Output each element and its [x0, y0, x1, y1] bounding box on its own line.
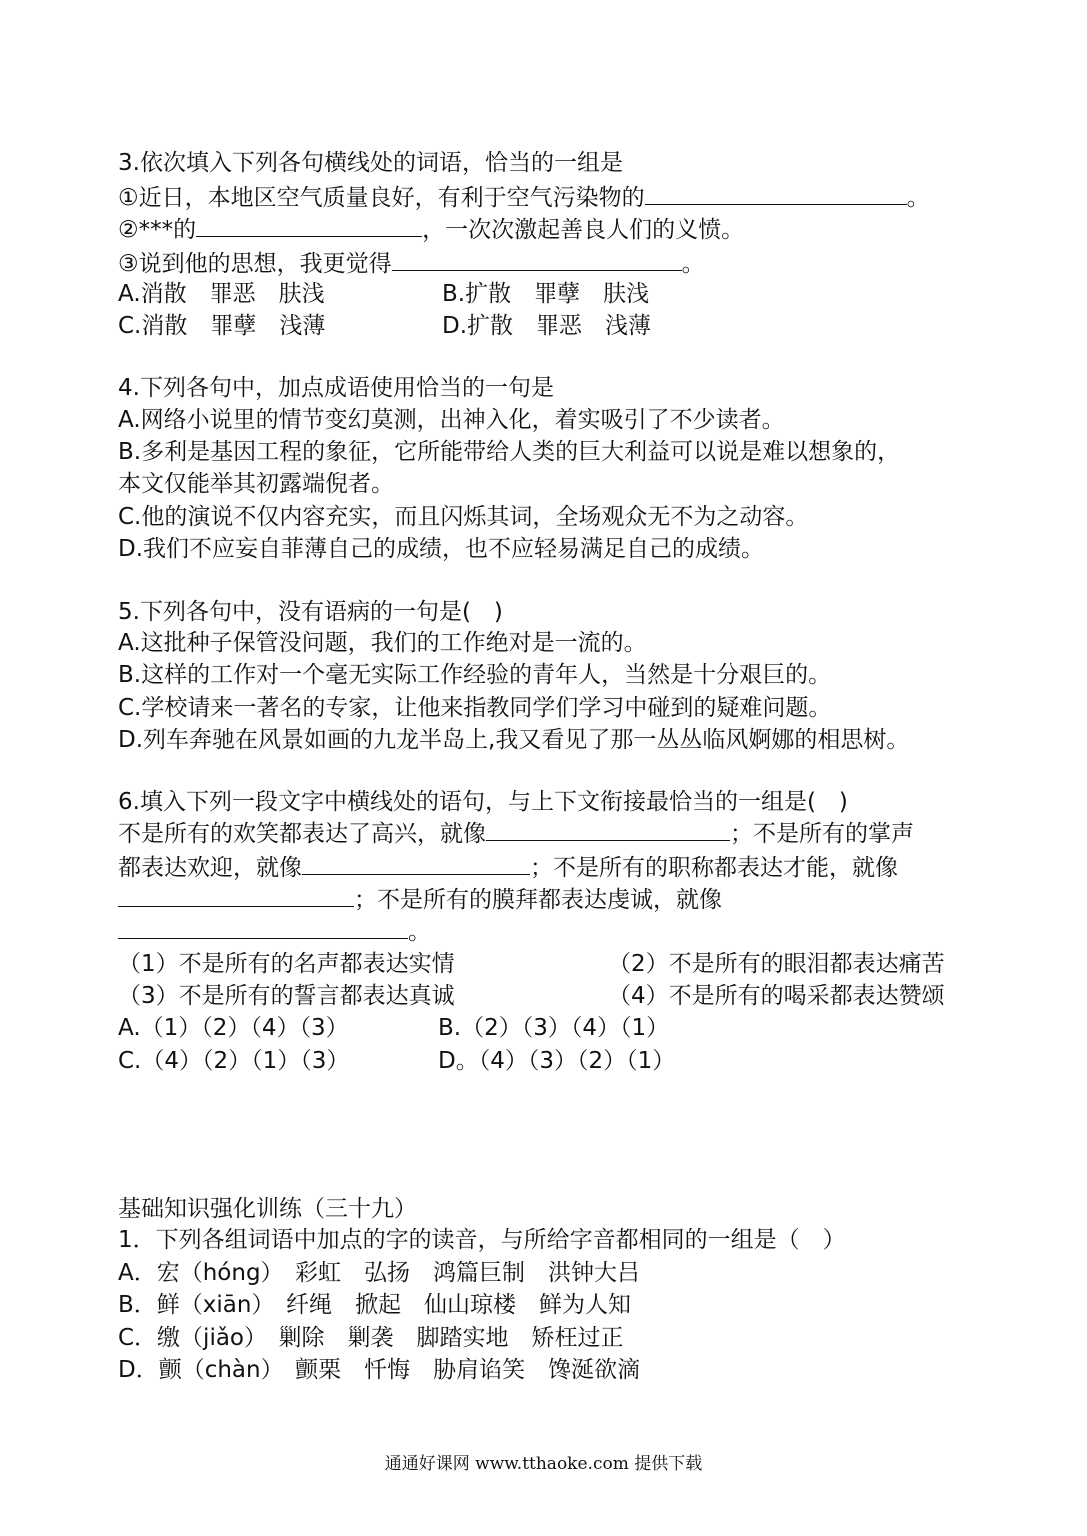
- q5-stem: 5.下列各句中，没有语病的一句是( ): [118, 599, 503, 625]
- q3-option-d: D.扩散 罪恶 浅薄: [442, 313, 652, 339]
- q6-blank-2: [302, 852, 530, 875]
- q3-sentence-1: [118, 182, 930, 212]
- q6-item-3: （3）不是所有的誓言都表达真诚: [118, 983, 455, 1009]
- q6-item-4: （4）不是所有的喝采都表达赞颂: [608, 983, 945, 1009]
- q6-blank-3: [118, 884, 354, 907]
- q3-s1-post: 。: [906, 185, 930, 211]
- q6-passage-line-3: [118, 884, 722, 914]
- s39-q1-option-a: A．宏（hóng） 彩虹 弘扬 鸿篇巨制 洪钟大吕: [118, 1260, 641, 1286]
- q4-option-b-line-1: B.多利是基因工程的象征，它所能带给人类的巨大利益可以说是难以想象的，: [118, 439, 901, 465]
- q6-blank-1: [486, 818, 730, 841]
- q6-passage-line-2: [118, 852, 898, 882]
- q3-blank-2: [196, 214, 422, 237]
- q6-option-c: C.（4）（2）（1）（3）: [118, 1048, 350, 1074]
- q5-option-b: B.这样的工作对一个毫无实际工作经验的青年人，当然是十分艰巨的。: [118, 662, 832, 688]
- q3-option-c: C.消散 罪孽 浅薄: [118, 313, 326, 339]
- q5-option-c: C.学校请来一著名的专家，让他来指教同学们学习中碰到的疑难问题。: [118, 695, 832, 721]
- q3-s2-post: ，一次次激起善良人们的义愤。: [422, 217, 745, 243]
- q3-s1-pre: ①近日，本地区空气质量良好，有利于空气污染物的: [118, 185, 645, 211]
- q3-s3-pre: ③说到他的思想，我更觉得: [118, 251, 392, 277]
- q6-p2-pre: 都表达欢迎，就像: [118, 855, 302, 881]
- q6-p4-post: 。: [408, 919, 431, 945]
- q4-option-a: A.网络小说里的情节变幻莫测，出神入化，着实吸引了不少读者。: [118, 407, 785, 433]
- q6-options-row-2: [118, 1046, 676, 1076]
- q3-option-a: A.消散 罪恶 肤浅: [118, 281, 325, 307]
- q6-item-1: （1）不是所有的名声都表达实情: [118, 951, 455, 977]
- s39-q1-stem: 1．下列各组词语中加点的字的读音，与所给字音都相同的一组是（ ）: [118, 1227, 846, 1253]
- q6-option-d: D。（4）（3）（2）（1）: [438, 1048, 676, 1074]
- q6-option-a: A.（1）（2）（4）（3）: [118, 1015, 349, 1041]
- q6-stem: 6.填入下列一段文字中横线处的语句，与上下文衔接最恰当的一组是( ): [118, 789, 848, 815]
- q4-stem: 4.下列各句中，加点成语使用恰当的一句是: [118, 375, 554, 401]
- section-title: 基础知识强化训练（三十九）: [118, 1196, 417, 1222]
- q6-option-b: B.（2）（3）（4）（1）: [438, 1015, 670, 1041]
- q4-option-b-line-2: 本文仅能举其初露端倪者。: [118, 471, 394, 497]
- s39-q1-option-b: B．鲜（xiān） 纤绳 掀起 仙山琼楼 鲜为人知: [118, 1292, 631, 1318]
- q3-options-row-2: [118, 311, 652, 341]
- footer-source-note: 通通好课网 www.tthaoke.com 提供下载: [384, 1454, 703, 1474]
- q5-option-d: D.列车奔驰在风景如画的九龙半岛上,我又看见了那一丛丛临风婀娜的相思树。: [118, 727, 910, 753]
- q6-p1-post: ；不是所有的掌声: [730, 821, 914, 847]
- s39-q1-option-c: C．缴（jiǎo） 剿除 剿袭 脚踏实地 矫枉过正: [118, 1325, 624, 1351]
- q6-items-row-1: [118, 949, 945, 979]
- q3-blank-3: [392, 248, 682, 271]
- q6-p1-pre: 不是所有的欢笑都表达了高兴，就像: [118, 821, 486, 847]
- q3-sentence-3: [118, 248, 705, 278]
- q6-items-row-2: [118, 981, 945, 1011]
- q3-blank-1: [645, 182, 907, 205]
- q6-options-row-1: [118, 1013, 670, 1043]
- q3-s2-pre: ②***的: [118, 217, 197, 243]
- s39-q1-option-d: D．颤（chàn） 颤栗 忏悔 胁肩谄笑 馋涎欲滴: [118, 1357, 641, 1383]
- q4-option-d: D.我们不应妄自菲薄自己的成绩，也不应轻易满足自己的成绩。: [118, 536, 765, 562]
- q3-stem: 3.依次填入下列各句横线处的词语，恰当的一组是: [118, 150, 623, 176]
- q3-s3-post: 。: [681, 251, 705, 277]
- q6-item-2: （2）不是所有的眼泪都表达痛苦: [608, 951, 945, 977]
- q3-option-b: B.扩散 罪孽 肤浅: [442, 281, 650, 307]
- q6-passage-line-4: [118, 916, 431, 946]
- q3-sentence-2: [118, 214, 744, 244]
- q6-p2-post: ；不是所有的职称都表达才能，就像: [530, 855, 898, 881]
- q3-options-row-1: [118, 279, 650, 309]
- q6-blank-4: [118, 916, 408, 939]
- q5-option-a: A.这批种子保管没问题，我们的工作绝对是一流的。: [118, 630, 647, 656]
- q6-passage-line-1: [118, 818, 914, 848]
- q6-p3-post: ；不是所有的膜拜都表达虔诚，就像: [354, 887, 722, 913]
- q4-option-c: C.他的演说不仅内容充实，而且闪烁其词，全场观众无不为之动容。: [118, 504, 809, 530]
